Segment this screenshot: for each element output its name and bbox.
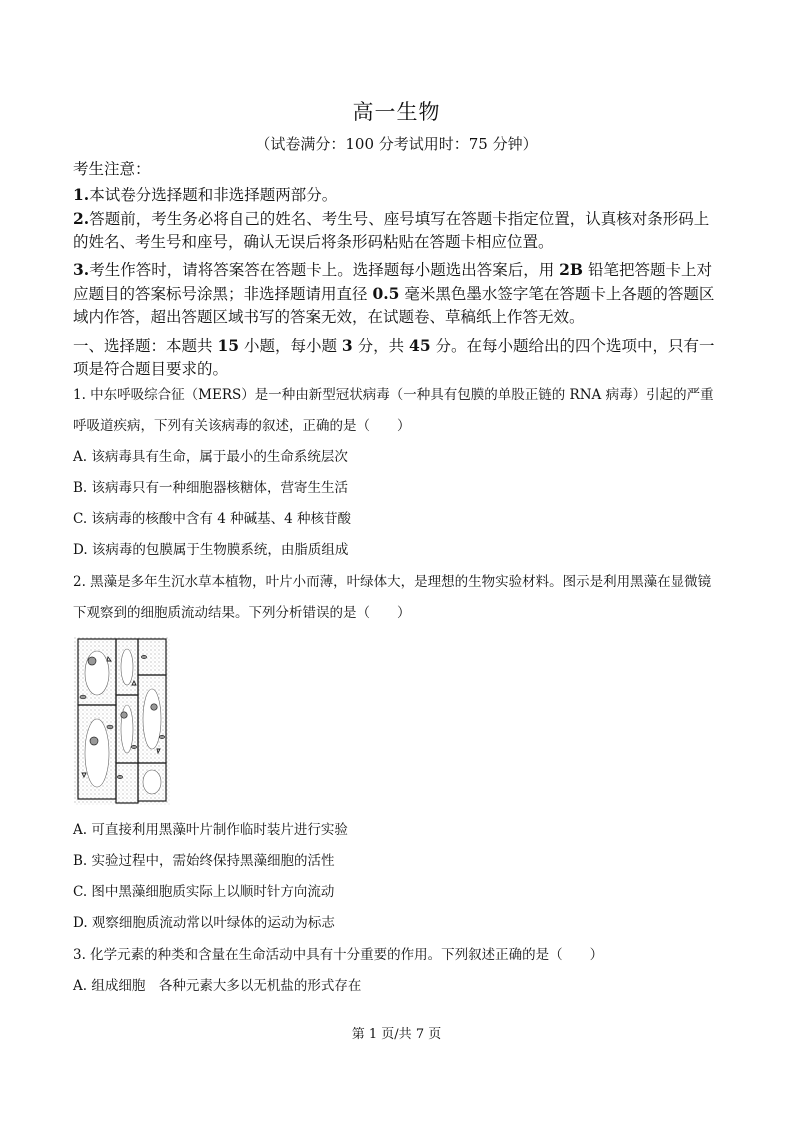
section-heading: 一、选择题：本题共 15 小题，每小题 3 分，共 45 分。在每小题给出的四个选项中，只有一项是符合题目要求的。 bbox=[73, 336, 715, 378]
question-1-option-d: D. 该病毒的包膜属于生物膜系统，由脂质组成 bbox=[73, 542, 349, 558]
notice-heading: 考生注意： bbox=[73, 160, 151, 178]
question-2-option-d: D. 观察细胞质流动常以叶绿体的运动为标志 bbox=[73, 915, 335, 931]
question-1-stem: 1. 中东呼吸综合征（MERS）是一种由新型冠状病毒（一种具有包膜的单股正链的 RNA 病毒）引起的严重呼吸道疾病，下列有关该病毒的叙述，正确的是（ ） bbox=[73, 387, 714, 434]
notice-item-1: 1.本试卷分选择题和非选择题两部分。 bbox=[73, 185, 338, 204]
question-1-option-b: B. 该病毒只有一种细胞器核糖体，营寄生生活 bbox=[73, 480, 349, 496]
question-2-option-c: C. 图中黑藻细胞质实际上以顺时针方向流动 bbox=[73, 884, 335, 900]
page-title: 高一生物 bbox=[352, 100, 441, 124]
question-3-stem: 3. 化学元素的种类和含量在生命活动中具有十分重要的作用。下列叙述正确的是（ ） bbox=[73, 947, 604, 963]
page-number: 第 1 页/共 7 页 bbox=[351, 1027, 442, 1042]
exam-info: （试卷满分：100 分考试用时：75 分钟） bbox=[255, 135, 538, 153]
question-1-option-a: A. 该病毒具有生命，属于最小的生命系统层次 bbox=[73, 449, 348, 465]
question-3-option-a: A. 组成细胞 各种元素大多以无机盐的形式存在 bbox=[73, 978, 362, 994]
notice-item-2: 2.答题前，考生务必将自己的姓名、考生号、座号填写在答题卡指定位置，认真核对条形码上的姓名、考生号和座号，确认无误后将条形码粘贴在答题卡相应位置。 bbox=[73, 209, 710, 251]
question-2-option-b: B. 实验过程中，需始终保持黑藻细胞的活性 bbox=[73, 853, 335, 869]
question-2-stem: 2. 黑藻是多年生沉水草本植物，叶片小而薄，叶绿体大，是理想的生物实验材料。图示是利用黑藻在显微镜下观察到的细胞质流动结果。下列分析错误的是（ ） bbox=[73, 574, 712, 621]
question-2-option-a: A. 可直接利用黑藻叶片制作临时装片进行实验 bbox=[73, 822, 348, 838]
notice-item-3: 3.考生作答时，请将答案答在答题卡上。选择题每小题选出答案后，用 2B 铅笔把答题卡上对应题目的答案标号涂黑；非选择题请用直径 0.5 毫米黑色墨水签字笔在答题卡上各题的答题区域内作答，超出答题区域书写的答案无效，在试题卷、草稿纸上作答无效。 bbox=[73, 260, 715, 326]
elodea-cell-figure bbox=[74, 637, 170, 805]
question-1-option-c: C. 该病毒的核酸中含有 4 种碱基、4 种核苷酸 bbox=[73, 511, 351, 527]
